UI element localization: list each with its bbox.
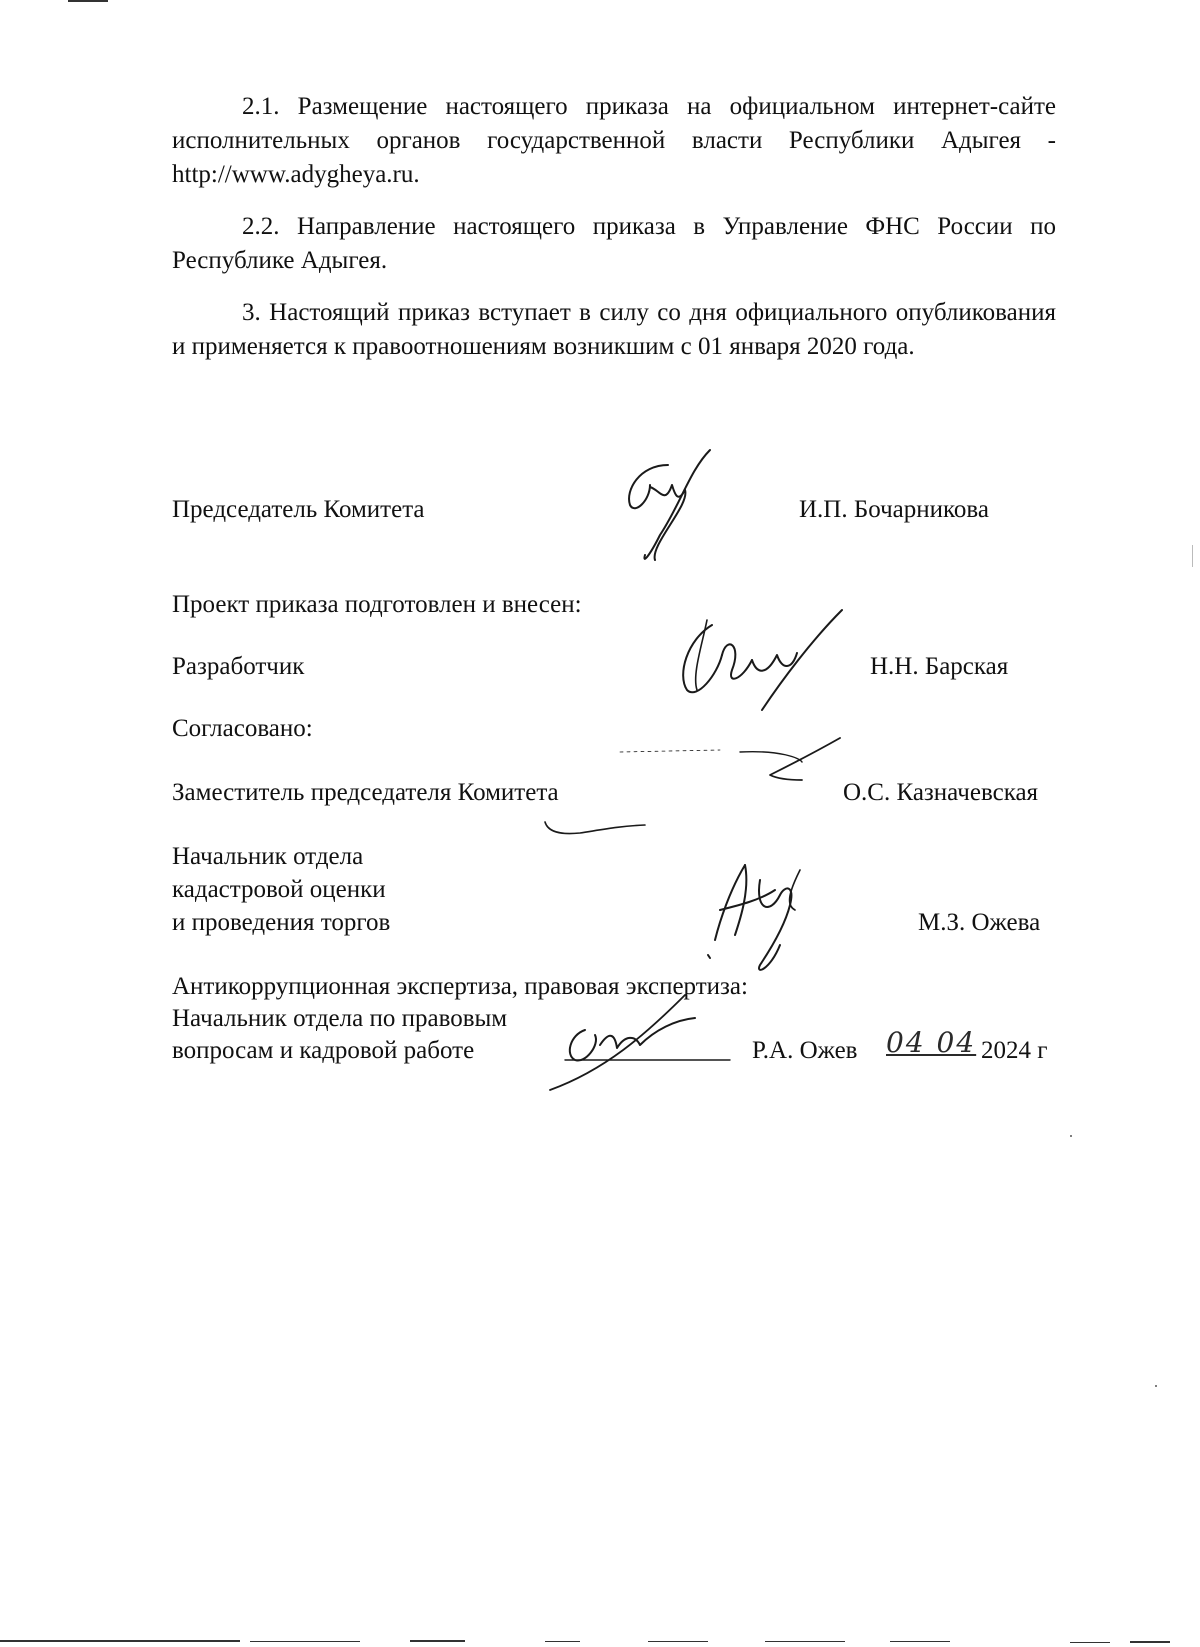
scan-bottom-line [545, 1641, 580, 1642]
scan-speck [1155, 1385, 1157, 1387]
legal-handwritten-date: 04 04 [886, 1026, 977, 1059]
cadastral-signature [700, 850, 840, 980]
developer-name: Н.Н. Барская [870, 653, 1009, 680]
scan-bottom-line [250, 1641, 360, 1642]
scan-speck [1192, 545, 1193, 567]
legal-year: 2024 г [981, 1037, 1048, 1064]
agreed-label: Согласовано: [172, 715, 313, 742]
cadastral-position-line2: кадастровой оценки [172, 876, 386, 903]
scan-bottom-line [410, 1640, 465, 1642]
chairman-name: И.П. Бочарникова [799, 496, 989, 523]
project-note: Проект приказа подготовлен и внесен: [172, 591, 582, 618]
legal-position-line2: вопросам и кадровой работе [172, 1037, 475, 1064]
scan-bottom-line [890, 1641, 950, 1642]
scan-edge-line [68, 0, 108, 2]
scan-bottom-line [0, 1640, 240, 1642]
developer-position: Разработчик [172, 653, 305, 680]
legal-position-line1: Начальник отдела по правовым [172, 1005, 508, 1032]
scan-bottom-line [765, 1641, 845, 1642]
paragraph-2-1: 2.1. Размещение настоящего приказа на официальном интернет-сайте исполнительных органов государственной власти Республики Адыгея - http://www.adygheya.ru. [172, 93, 1056, 188]
deputy-position: Заместитель председателя Комитета [172, 779, 559, 806]
deputy-signature [540, 730, 860, 850]
legal-signature [545, 990, 745, 1100]
legal-name: Р.А. Ожев [752, 1037, 858, 1064]
cadastral-position-line1: Начальник отдела [172, 843, 364, 870]
cadastral-position-line3: и проведения торгов [172, 909, 391, 936]
developer-signature [672, 605, 852, 725]
scan-bottom-line [1070, 1642, 1110, 1643]
scan-bottom-line [648, 1641, 708, 1642]
deputy-name: О.С. Казначевская [843, 779, 1039, 806]
chairman-position: Председатель Комитета [172, 496, 425, 523]
scan-speck [1070, 1135, 1072, 1137]
legal-review-label: Антикоррупционная экспертиза, правовая экспертиза: [172, 973, 748, 1000]
chairman-signature [620, 445, 740, 575]
scan-bottom-line [1130, 1641, 1170, 1643]
cadastral-name: М.З. Ожева [918, 909, 1041, 936]
paragraph-3: 3. Настоящий приказ вступает в силу со дня официального опубликования и применяется к правоотношениям возникшим с 01 января 2020 года. [172, 299, 1056, 360]
paragraph-2-2: 2.2. Направление настоящего приказа в Управление ФНС России по Республике Адыгея. [172, 213, 1056, 274]
